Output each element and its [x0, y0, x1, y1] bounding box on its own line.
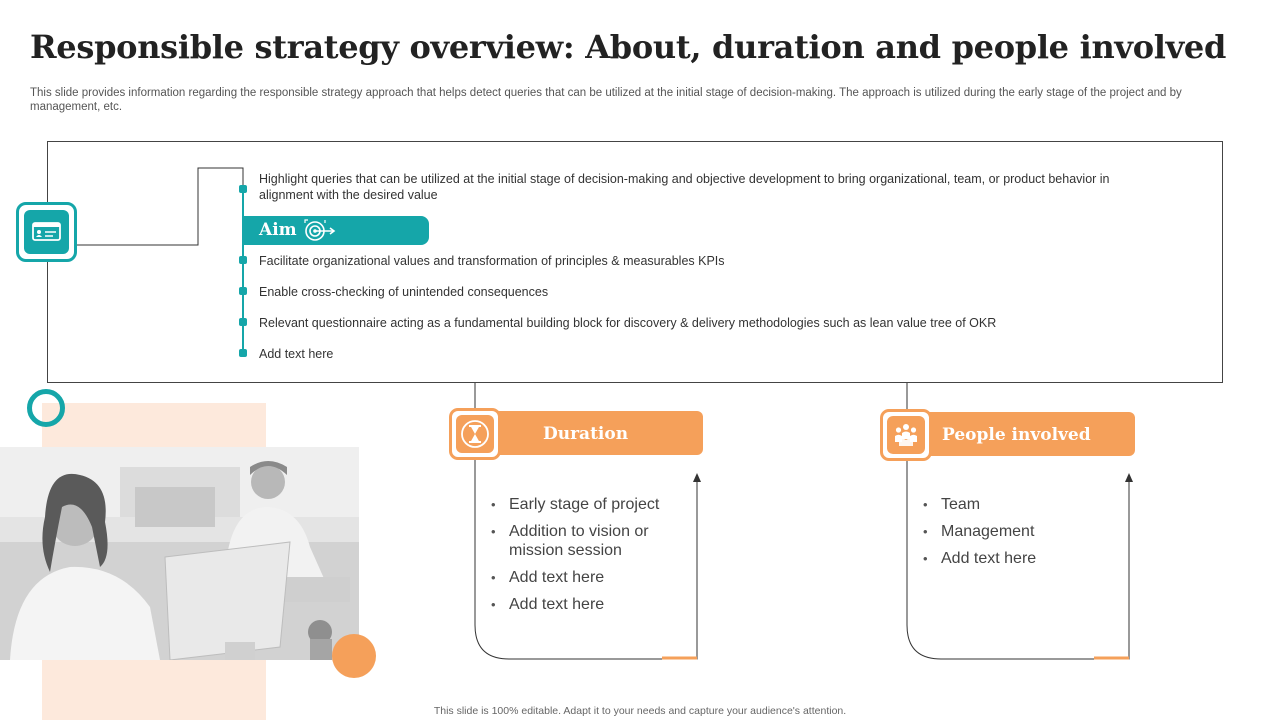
aim-point: Enable cross-checking of unintended consequences: [259, 285, 549, 299]
aim-intro-text: Highlight queries that can be utilized at the initial stage of decision-making and objective development to bring organizational, team, or product behavior in alignment with the desired value: [259, 172, 1110, 202]
footer-note: This slide is 100% editable. Adapt it to your needs and capture your audience's attention.: [433, 705, 847, 717]
duration-icon-frame: [449, 408, 501, 460]
aim-point: Facilitate organizational values and transformation of principles & measurables KPIs: [259, 254, 725, 268]
people-icon-frame: [880, 409, 932, 461]
aim-point: Relevant questionnaire acting as a fundamental building block for discovery & delivery methodologies such as lean value tree of OKR: [259, 316, 997, 330]
group-icon: [887, 416, 925, 454]
people-title: People involved: [942, 425, 1091, 445]
aim-point: Add text here: [259, 347, 334, 361]
orange-circle-decoration: [332, 634, 376, 678]
people-item: • Add text here: [941, 549, 1121, 568]
duration-item: • Add text here: [509, 568, 689, 587]
page-title: Responsible strategy overview: About, duration and people involved: [30, 28, 1227, 66]
people-item: • Team: [941, 495, 1121, 514]
duration-title: Duration: [543, 424, 629, 444]
office-photo: [0, 447, 359, 660]
page-subtitle: This slide provides information regarding the responsible strategy approach that helps detect queries that can be utilized at the initial stage of decision-making. The approach is utilized during the early stage of the project and by management, etc.: [30, 87, 1182, 113]
aim-label: Aim: [259, 220, 297, 240]
duration-item: • Addition to vision or mission session: [509, 522, 669, 560]
hourglass-icon: [456, 415, 494, 453]
duration-item: • Early stage of project: [509, 495, 689, 514]
duration-item: • Add text here: [509, 595, 689, 614]
people-item: • Management: [941, 522, 1121, 541]
